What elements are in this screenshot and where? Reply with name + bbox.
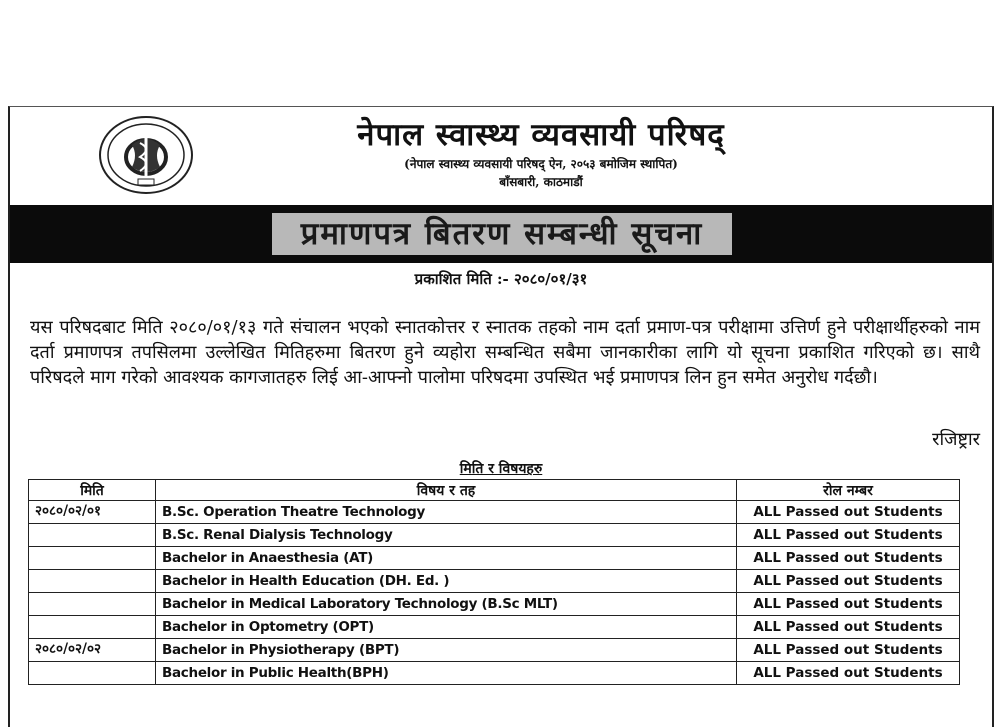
table-row <box>29 593 960 616</box>
table-row <box>29 501 960 524</box>
row-roll: ALL Passed out Students <box>737 639 960 662</box>
notice-frame <box>8 106 994 727</box>
row-roll: ALL Passed out Students <box>737 547 960 570</box>
row-subject: Bachelor in Medical Laboratory Technology (B.Sc MLT) <box>156 593 737 616</box>
row-date <box>29 570 156 593</box>
row-subject: Bachelor in Optometry (OPT) <box>156 616 737 639</box>
table-row <box>29 570 960 593</box>
row-date <box>29 593 156 616</box>
row-roll: ALL Passed out Students <box>737 501 960 524</box>
notice-body: यस परिषदबाट मिति २०८०/०१/१३ गते संचालन भएको स्नातकोत्तर र स्नातक तहको नाम दर्ता प्रमाण-पत्र परीक्षामा उत्तिर्ण हुने परीक्षार्थीहरुको नाम दर्ता प्रमाणपत्र तपसिलमा उल्लेखित मितिहरुमा बितरण हुने व्यहोरा सम्बन्धित सबैमा जानकारीका लागि यो सूचना प्रकाशित गरिएको छ। साथै परिषदले माग गरेको आवश्यक कागजातहरु लिई आ-आफ्नो पालोमा परिषदमा उपस्थित भई प्रमाणपत्र लिन हुन समेत अनुरोध गर्दछौ। <box>30 317 980 388</box>
notice-title: प्रमाणपत्र बितरण सम्बन्धी सूचना <box>272 213 732 255</box>
row-date: २०८०/०२/०१ <box>29 501 156 524</box>
notice-header <box>10 107 992 205</box>
row-subject: Bachelor in Public Health(BPH) <box>156 662 737 685</box>
notice-banner <box>10 205 992 263</box>
row-subject: B.Sc. Operation Theatre Technology <box>156 501 737 524</box>
row-roll: ALL Passed out Students <box>737 570 960 593</box>
row-subject: Bachelor in Anaesthesia (AT) <box>156 547 737 570</box>
header-roll: रोल नम्बर <box>737 480 960 501</box>
table-header-row <box>29 480 960 501</box>
row-subject: B.Sc. Renal Dialysis Technology <box>156 524 737 547</box>
table-row <box>29 524 960 547</box>
published-date: प्रकाशित मिति :- २०८०/०१/३१ <box>414 270 588 288</box>
row-roll: ALL Passed out Students <box>737 616 960 639</box>
row-date <box>29 524 156 547</box>
org-subtitle: (नेपाल स्वास्थ्य व्यवसायी परिषद् ऐन, २०५३ बमोजिम स्थापित) <box>404 157 678 171</box>
row-subject: Bachelor in Health Education (DH. Ed. ) <box>156 570 737 593</box>
header-date: मिति <box>29 480 156 501</box>
row-date <box>29 616 156 639</box>
table-caption: मिति र विषयहरु <box>459 461 543 477</box>
row-roll: ALL Passed out Students <box>737 593 960 616</box>
table-row <box>29 639 960 662</box>
table-row <box>29 662 960 685</box>
org-address: बाँसबारी, काठमाडौं <box>499 175 583 189</box>
row-date <box>29 662 156 685</box>
registrar-signature: रजिष्ट्रार <box>932 429 980 450</box>
table-row <box>29 616 960 639</box>
table-row <box>29 547 960 570</box>
row-date <box>29 547 156 570</box>
header-subject: विषय र तह <box>156 480 737 501</box>
row-subject: Bachelor in Physiotherapy (BPT) <box>156 639 737 662</box>
distribution-schedule-table <box>28 479 960 685</box>
row-roll: ALL Passed out Students <box>737 662 960 685</box>
row-date: २०८०/०२/०२ <box>29 639 156 662</box>
org-name: नेपाल स्वास्थ्य व्यवसायी परिषद् <box>357 117 725 153</box>
row-roll: ALL Passed out Students <box>737 524 960 547</box>
